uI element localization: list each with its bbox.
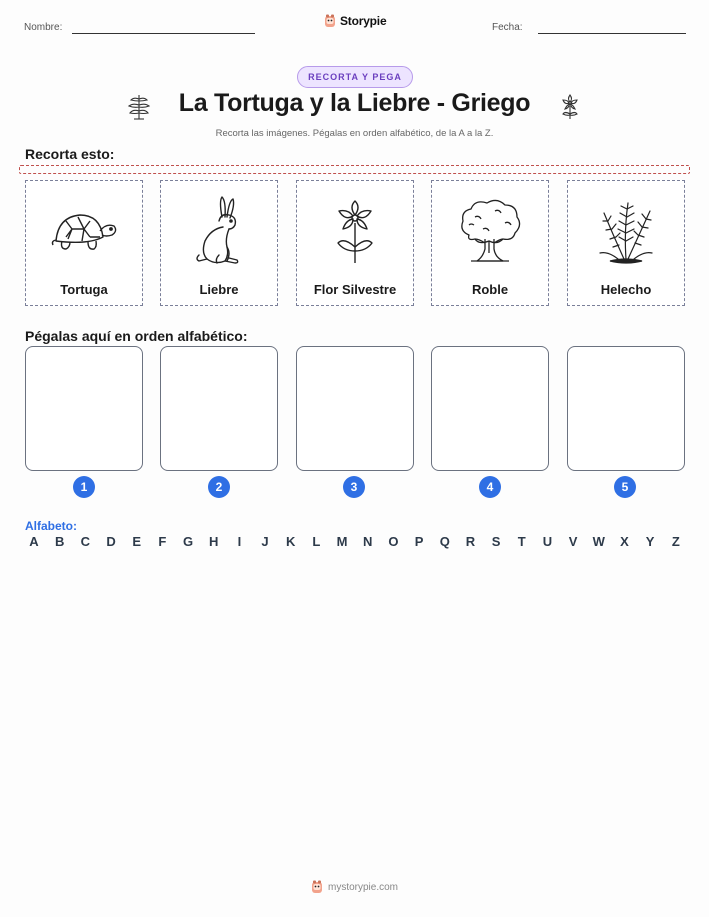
card-label: Tortuga (60, 282, 108, 297)
alphabet-letter: H (209, 534, 219, 549)
alphabet-letter: P (414, 534, 424, 549)
alphabet-letter: Y (645, 534, 655, 549)
paste-box-2[interactable] (160, 346, 278, 471)
alphabet-letter: K (286, 534, 296, 549)
date-label: Fecha: (492, 22, 523, 33)
date-line (538, 33, 686, 34)
flower-decoration-icon (557, 91, 583, 121)
footer (0, 880, 709, 894)
cut-card-helecho[interactable] (567, 180, 685, 306)
alphabet-letter: J (261, 534, 269, 549)
alphabet-letter: Z (671, 534, 680, 549)
storypie-logo (324, 14, 386, 28)
fern-icon (594, 197, 658, 267)
number-badge: 1 (73, 476, 95, 498)
instructions: Recorta las imágenes. Pégalas en orden alfabético, de la A a la Z. (215, 128, 494, 139)
hare-icon (189, 195, 249, 269)
alphabet-letter: V (568, 534, 578, 549)
alphabet-letter: G (182, 534, 194, 549)
brand-name: Storypie (340, 14, 387, 28)
paste-box-5[interactable] (567, 346, 685, 471)
paste-box-4[interactable] (431, 346, 549, 471)
alphabet-letter: N (363, 534, 373, 549)
paste-heading: Pégalas aquí en orden alfabético: (25, 328, 248, 344)
alphabet-letter: C (80, 534, 91, 549)
cut-guide-line (19, 165, 690, 174)
wildflower-icon (330, 197, 380, 267)
alphabet-letter: Q (439, 534, 450, 549)
alphabet-letter: T (517, 534, 526, 549)
alphabet-letter: O (388, 534, 399, 549)
number-badge: 3 (343, 476, 365, 498)
storypie-mascot-icon (311, 880, 323, 894)
activity-badge: RECORTA Y PEGA (297, 66, 413, 88)
alphabet-letter: I (237, 534, 242, 549)
alphabet-letter: U (542, 534, 553, 549)
number-badge: 2 (208, 476, 230, 498)
number-badge: 4 (479, 476, 501, 498)
card-label: Roble (471, 282, 509, 297)
alphabet-letter: R (465, 534, 476, 549)
card-label: Flor Silvestre (313, 282, 397, 297)
oak-tree-icon (455, 197, 525, 267)
alphabet-letter: L (312, 534, 321, 549)
alphabet-letter: M (336, 534, 348, 549)
paste-box-1[interactable] (25, 346, 143, 471)
alphabet-letter: W (592, 534, 605, 549)
cut-card-flor-silvestre[interactable] (296, 180, 414, 306)
name-label: Nombre: (24, 22, 63, 33)
alphabet-heading: Alfabeto: (25, 519, 77, 533)
number-badge: 5 (614, 476, 636, 498)
alphabet-letter: S (491, 534, 501, 549)
alphabet-letter: A (29, 534, 39, 549)
alphabet-letter: X (620, 534, 629, 549)
alphabet-letter: B (54, 534, 65, 549)
turtle-icon (48, 207, 120, 257)
storypie-mascot-icon (324, 14, 336, 28)
cut-heading: Recorta esto: (25, 146, 115, 162)
alphabet-letter: E (132, 534, 142, 549)
cut-card-tortuga[interactable] (25, 180, 143, 306)
alphabet-letter: F (158, 534, 167, 549)
cut-card-roble[interactable] (431, 180, 549, 306)
footer-url: mystorypie.com (327, 881, 398, 893)
card-label: Helecho (600, 282, 652, 297)
name-line (72, 33, 255, 34)
card-label: Liebre (199, 282, 239, 297)
cut-card-liebre[interactable] (160, 180, 278, 306)
page-title: La Tortuga y la Liebre - Griego (178, 89, 531, 117)
alphabet-row (25, 534, 685, 549)
paste-box-3[interactable] (296, 346, 414, 471)
alphabet-letter: D (106, 534, 116, 549)
